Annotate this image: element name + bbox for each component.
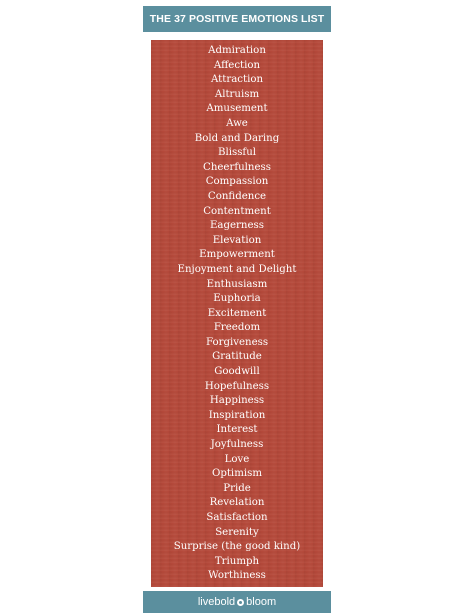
list-item: Elevation: [212, 234, 262, 246]
list-item: Love: [224, 453, 250, 465]
list-item: Admiration: [208, 45, 266, 56]
list-item: Goodwill: [214, 366, 260, 378]
list-item: Freedom: [213, 322, 261, 334]
list-item: Compassion: [205, 176, 269, 188]
brand-text-live: live: [197, 596, 215, 608]
emotions-list: [151, 44, 323, 584]
list-item: Enjoyment and Delight: [177, 263, 297, 275]
list-item: Awe: [226, 117, 248, 129]
list-item: Surprise (the good kind): [173, 541, 301, 553]
list-item: Optimism: [211, 468, 263, 480]
list-item: Interest: [216, 424, 258, 436]
list-item: Excitement: [207, 307, 267, 319]
list-item: Enthusiasm: [206, 278, 268, 290]
list-item: Bold and Daring: [194, 132, 280, 144]
list-item: Cheerfulness: [203, 161, 271, 173]
list-item: Worthiness: [208, 570, 266, 582]
list-item: Gratitude: [212, 351, 262, 363]
header-banner: [143, 6, 331, 32]
list-item: Confidence: [207, 190, 267, 202]
brand-text-bloom: bloom: [246, 596, 277, 608]
brand-text-bold: bold: [214, 596, 236, 608]
list-item: Triumph: [214, 555, 260, 567]
list-item: Empowerment: [199, 249, 275, 261]
list-item: Hopefulness: [204, 380, 270, 392]
list-item: Affection: [213, 59, 261, 71]
list-item: Euphoria: [213, 293, 261, 305]
list-item: Amusement: [206, 103, 268, 115]
emotions-poster: [143, 0, 331, 613]
list-item: Joyfulness: [210, 439, 264, 451]
emotions-panel: [151, 40, 323, 587]
list-item: Altruism: [214, 88, 260, 100]
page-title: THE 37 POSITIVE EMOTIONS LIST: [149, 13, 325, 25]
list-item: Satisfaction: [206, 512, 268, 523]
list-item: Blissful: [217, 147, 257, 159]
list-item: Attraction: [210, 74, 264, 86]
list-item: Pride: [223, 482, 251, 494]
list-item: Revelation: [209, 497, 265, 509]
brand-footer[interactable]: [143, 591, 331, 613]
list-item: Happiness: [209, 395, 265, 407]
list-item: Forgiveness: [205, 336, 269, 348]
flower-dot-icon: [237, 599, 244, 606]
list-item: Inspiration: [208, 409, 266, 421]
list-item: Serenity: [215, 526, 259, 538]
list-item: Eagerness: [210, 220, 264, 232]
list-item: Contentment: [203, 205, 271, 217]
